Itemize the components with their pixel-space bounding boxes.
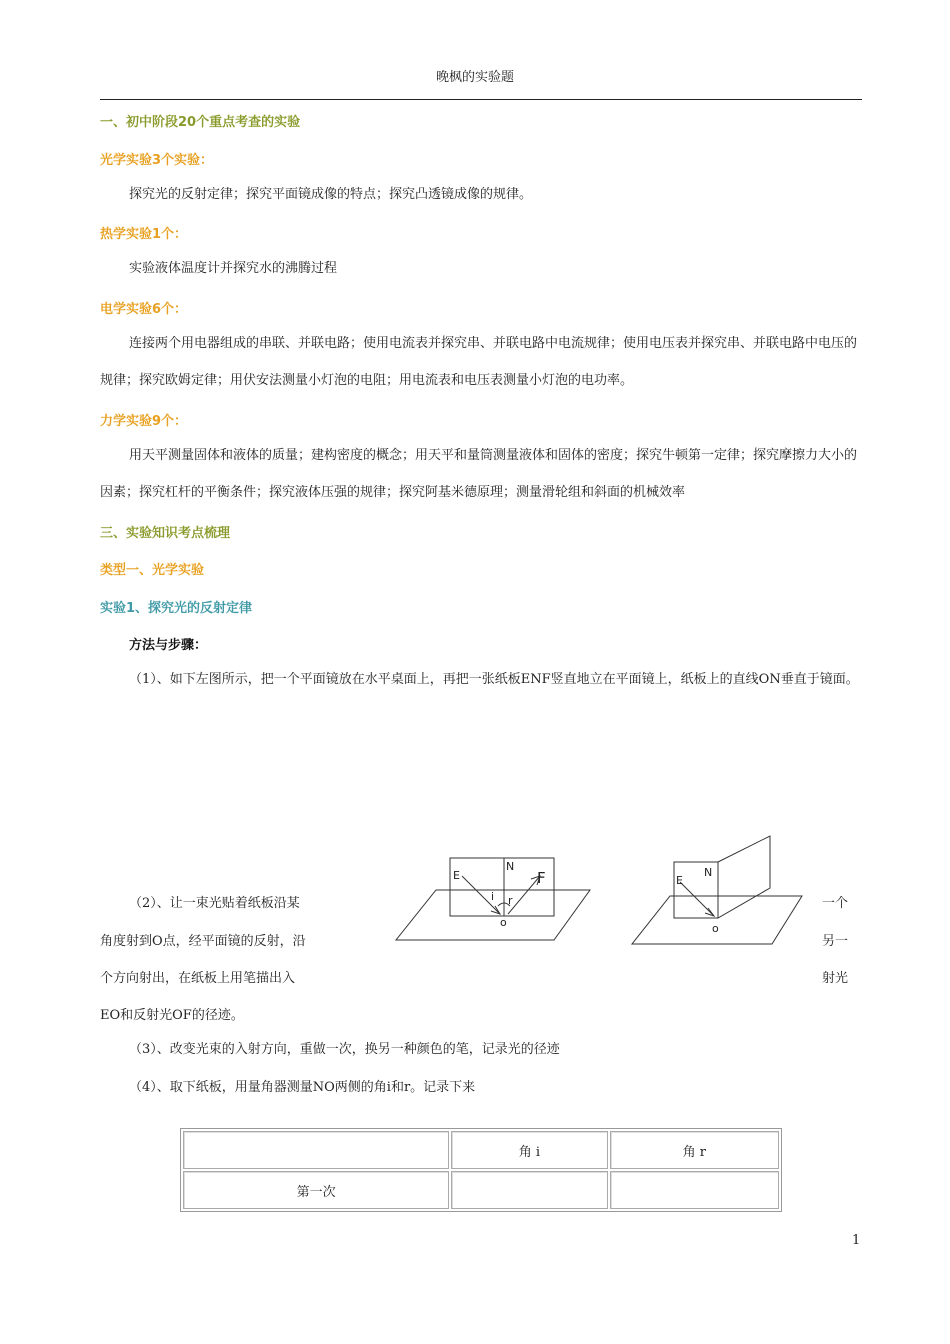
electric-text: 连接两个用电器组成的串联、并联电路；使用电流表并探究串、并联电路中电流规律；使用电压表并探究串、并联电路中电压的规律；探究欧姆定律；用伏安法测量小灯泡的电阻；用电流表和电压表测量小灯泡的电功率。 (100, 336, 858, 388)
type-1-heading: 类型一、光学实验 (100, 563, 205, 578)
right-label-e: E (676, 874, 683, 887)
right-mirror-plane (632, 896, 802, 944)
electric-heading: 电学实验6个： (100, 302, 188, 317)
step-2-line-4: EO和反射光OF的径迹。 (100, 1008, 244, 1023)
page-number: 1 (852, 1233, 861, 1248)
left-label-i: i (491, 890, 495, 903)
left-label-f: F (537, 869, 546, 887)
table-cell (610, 1171, 779, 1209)
experiment-1-heading: 实验1、探究光的反射定律 (100, 601, 253, 616)
left-paper-board (450, 858, 554, 916)
left-label-e: E (453, 869, 460, 882)
method-heading: 方法与步骤： (129, 638, 208, 653)
left-label-o: o (500, 916, 507, 929)
page-header-title: 晚枫的实验题 (435, 70, 514, 85)
mechanics-text: 用天平测量固体和液体的质量；建构密度的概念；用天平和量筒测量液体和固体的密度；探究牛顿第一定律；探究摩擦力大小的因素；探究杠杆的平衡条件；探究液体压强的规律；探究阿基米德原理；测量滑轮组和斜面的机械效率 (100, 448, 858, 500)
left-label-n: N (506, 860, 515, 873)
step-2-line-3-left: 个方向射出，在纸板上用笔描出入 (100, 971, 296, 986)
table-row (183, 1171, 779, 1209)
step-2-line-3-right: 射光 (822, 971, 849, 986)
step-1-text: （1）、如下左图所示，把一个平面镜放在水平桌面上，再把一张纸板ENF竖直地立在平面镜上，纸板上的直线ON垂直于镜面。 (129, 672, 859, 687)
table-header-cell: 角 r (610, 1131, 779, 1169)
table-header-cell (183, 1131, 449, 1169)
step-2-line-2-left: 角度射到O点，经平面镜的反射，沿 (100, 934, 306, 949)
thermal-heading: 热学实验1个： (100, 227, 188, 242)
section-1-heading: 一、初中阶段20个重点考查的实验 (100, 115, 301, 130)
optics-heading: 光学实验3个实验： (100, 153, 214, 168)
thermal-text: 实验液体温度计并探究水的沸腾过程 (129, 261, 338, 276)
left-incident-ray (462, 876, 500, 914)
optics-text: 探究光的反射定律；探究平面镜成像的特点；探究凸透镜成像的规律。 (129, 187, 533, 202)
step-2-line-2-right: 另一 (822, 934, 849, 949)
left-reflected-ray (508, 876, 540, 914)
angle-record-table (180, 1128, 782, 1212)
step-3-text: （3）、改变光束的入射方向，重做一次，换另一种颜色的笔，记录光的径迹 (129, 1042, 560, 1057)
step-2-line-1-left: （2）、让一束光贴着纸板沿某 (129, 896, 300, 911)
section-3-heading: 三、实验知识考点梳理 (100, 526, 231, 541)
step-4-text: （4）、取下纸板，用量角器测量NO两侧的角i和r。记录下来 (129, 1080, 476, 1095)
right-incident-ray (680, 882, 714, 916)
mechanics-heading: 力学实验9个： (100, 414, 188, 429)
table-cell: 第一次 (183, 1171, 449, 1209)
table-header-cell: 角 i (451, 1131, 608, 1169)
reflection-experiment-figure (340, 826, 820, 976)
table-header-row (183, 1131, 779, 1169)
right-folded-board (718, 836, 770, 918)
right-label-n: N (704, 866, 713, 879)
left-label-r: r (508, 894, 513, 907)
right-label-o: o (712, 922, 719, 935)
step-2-line-1-right: 一个 (822, 896, 849, 911)
table-cell (451, 1171, 608, 1209)
header-divider (100, 99, 862, 100)
